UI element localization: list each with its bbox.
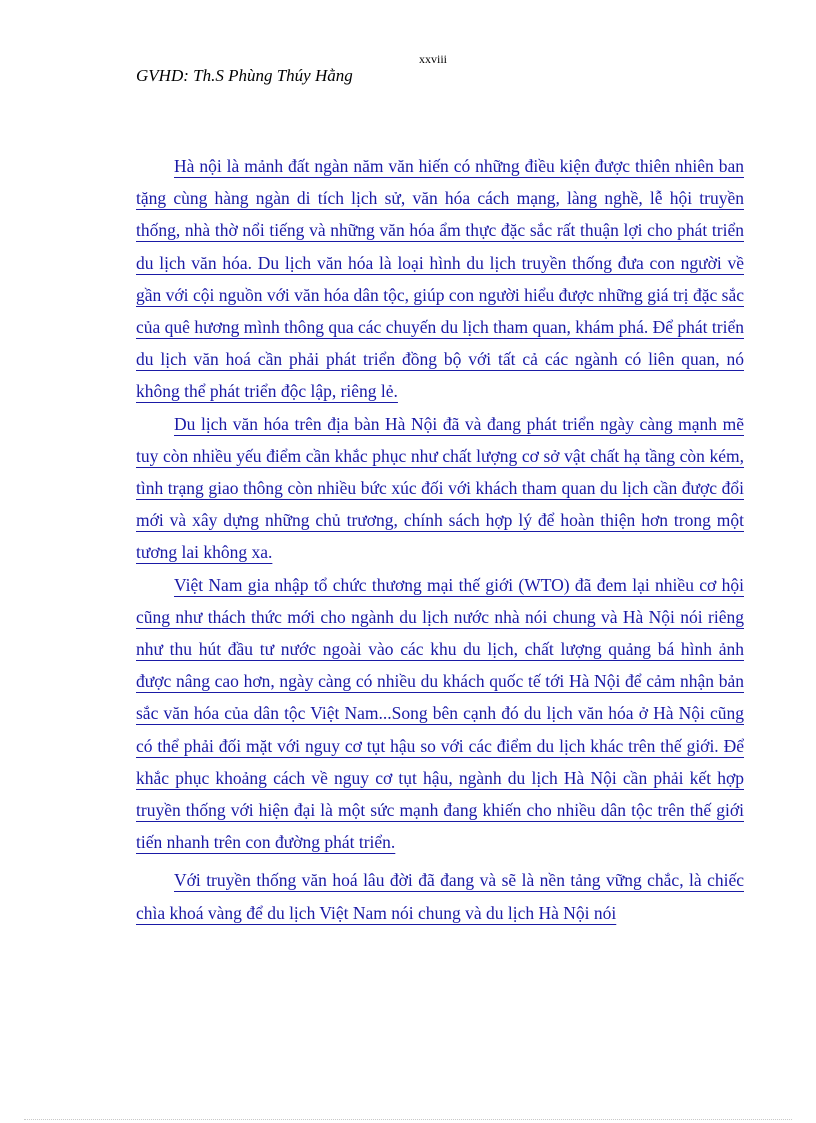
paragraph-2: Du lịch văn hóa trên địa bàn Hà Nội đã và đang phát triển ngày càng mạnh mẽ tuy còn nhiều yếu điểm cần khắc phục như chất lượng cơ sở vật chất hạ tầng còn kém, tình trạng giao thông còn nhiều bức xúc đối với khách tham quan du lịch cần được đổi mới và xây dựng những chủ trương, chính sách hợp lý để hoàn thiện hơn trong một tương lai không xa. <box>136 413 744 563</box>
paragraph-1: Hà nội là mảnh đất ngàn năm văn hiến có những điều kiện được thiên nhiên ban tặng cùng hàng ngàn di tích lịch sử, văn hóa cách mạng, làng nghề, lễ hội truyền thống, nhà thờ nổi tiếng và những văn hóa ẩm thực đặc sắc rất thuận lợi cho phát triển du lịch văn hóa. Du lịch văn hóa là loại hình du lịch truyền thống đưa con người về gần với cội nguồn với văn hóa dân tộc, giúp con người hiểu được những giá trị đặc sắc của quê hương mình thông qua các chuyến du lịch tham quan, khám phá. Để phát triển du lịch văn hoá cần phải phát triển đồng bộ với tất cả các ngành có liên quan, nó không thể phát triển độc lập, riêng lẻ. <box>136 156 744 402</box>
page-number: xxviii <box>418 52 447 66</box>
document-body <box>136 150 744 929</box>
paragraph-3: Việt Nam gia nhập tổ chức thương mại thế giới (WTO) đã đem lại nhiều cơ hội cũng như thách thức mới cho ngành du lịch nước nhà nói chung và Hà Nội nói riêng như thu hút đầu tư nước ngoài vào các khu du lịch, chất lượng quảng bá hình ảnh được nâng cao hơn, ngày càng có nhiều du khách quốc tế tới Hà Nội để cảm nhận bản sắc văn hóa của dân tộc Việt Nam...Song bên cạnh đó du lịch văn hóa ở Hà Nội cũng có thể phải đối mặt với nguy cơ tụt hậu so với các điểm du lịch khác trên thế giới. Để khắc phục khoảng cách về nguy cơ tụt hậu, ngành du lịch Hà Nội cần phải kết hợp truyền thống với hiện đại là một sức mạnh đang khiến cho nhiều dân tộc trên thế giới tiến nhanh trên con đường phát triển. <box>136 574 744 853</box>
paragraph-4: Với truyền thống văn hoá lâu đời đã đang và sẽ là nền tảng vững chắc, là chiếc chìa khoá vàng để du lịch Việt Nam nói chung và du lịch Hà Nội nói <box>136 870 744 923</box>
advisor-header: GVHD: Th.S Phùng Thúy Hằng <box>136 66 353 85</box>
footer-divider <box>24 1119 792 1120</box>
